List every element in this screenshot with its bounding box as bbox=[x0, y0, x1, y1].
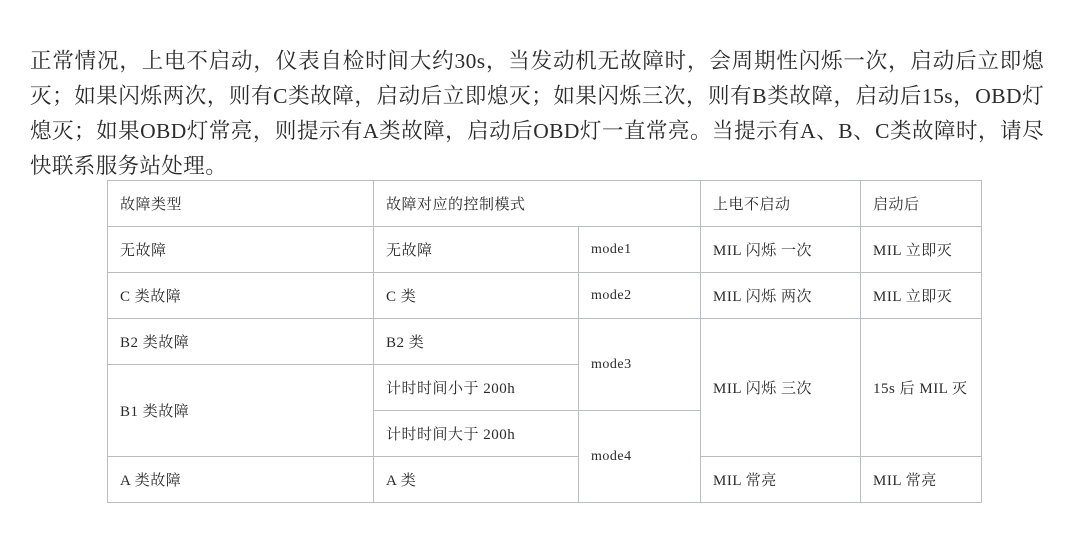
cell-power-on-no-start: MIL 常亮 bbox=[701, 457, 861, 503]
table-row bbox=[108, 227, 982, 273]
cell-mode-code: mode3 bbox=[579, 319, 701, 411]
body-paragraph: 正常情况，上电不启动，仪表自检时间大约30s，当发动机无故障时，会周期性闪烁一次，启动后立即熄灭；如果闪烁两次，则有C类故障，启动后立即熄灭；如果闪烁三次，则有B类故障，启动后15s，OBD灯熄灭；如果OBD灯常亮，则提示有A类故障，启动后OBD灯一直常亮。当提示有A、B、C类故障时，请尽快联系服务站处理。 bbox=[30, 48, 1044, 178]
cell-after-start: MIL 立即灭 bbox=[861, 273, 982, 319]
cell-mode-code: mode1 bbox=[579, 227, 701, 273]
header-power-on-no-start: 上电不启动 bbox=[701, 181, 861, 227]
fault-table-container bbox=[107, 180, 981, 503]
cell-fault-type: A 类故障 bbox=[108, 457, 374, 503]
cell-fault-type: B2 类故障 bbox=[108, 319, 374, 365]
cell-mode-desc: B2 类 bbox=[374, 319, 579, 365]
cell-fault-type: 无故障 bbox=[108, 227, 374, 273]
cell-power-on-no-start: MIL 闪烁 一次 bbox=[701, 227, 861, 273]
cell-power-on-no-start: MIL 闪烁 三次 bbox=[701, 319, 861, 457]
table-row bbox=[108, 319, 982, 365]
header-after-start: 启动后 bbox=[861, 181, 982, 227]
fault-table bbox=[107, 180, 982, 503]
cell-after-start: MIL 立即灭 bbox=[861, 227, 982, 273]
cell-mode-desc: 计时时间大于 200h bbox=[374, 411, 579, 457]
cell-mode-desc: C 类 bbox=[374, 273, 579, 319]
cell-mode-code: mode4 bbox=[579, 411, 701, 503]
cell-mode-desc: 无故障 bbox=[374, 227, 579, 273]
header-control-mode: 故障对应的控制模式 bbox=[374, 181, 701, 227]
cell-mode-desc: 计时时间小于 200h bbox=[374, 365, 579, 411]
table-row bbox=[108, 457, 982, 503]
header-fault-type: 故障类型 bbox=[108, 181, 374, 227]
table-row bbox=[108, 273, 982, 319]
cell-after-start: MIL 常亮 bbox=[861, 457, 982, 503]
cell-after-start: 15s 后 MIL 灭 bbox=[861, 319, 982, 457]
cell-fault-type: C 类故障 bbox=[108, 273, 374, 319]
cell-power-on-no-start: MIL 闪烁 两次 bbox=[701, 273, 861, 319]
table-header-row bbox=[108, 181, 982, 227]
cell-mode-code: mode2 bbox=[579, 273, 701, 319]
cell-fault-type: B1 类故障 bbox=[108, 365, 374, 457]
cell-mode-desc: A 类 bbox=[374, 457, 579, 503]
